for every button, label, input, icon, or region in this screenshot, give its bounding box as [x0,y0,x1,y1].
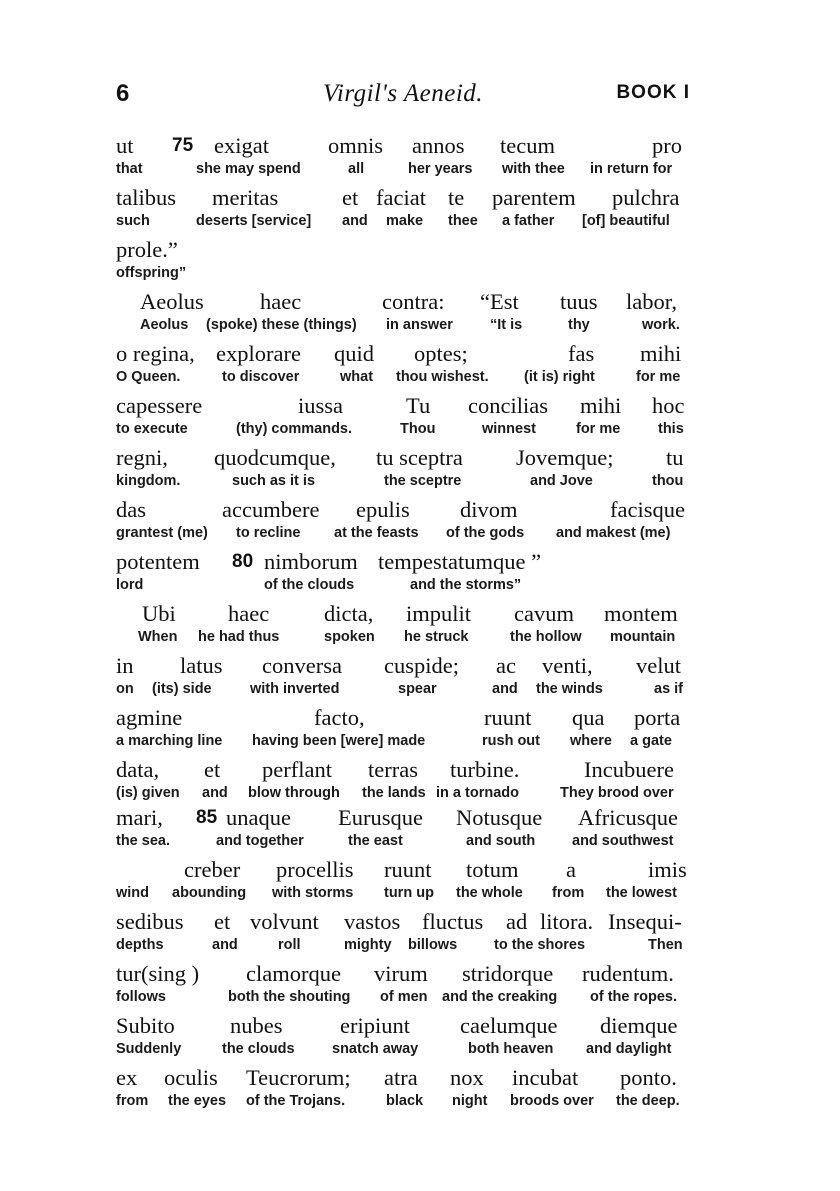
english-gloss: make [386,213,424,229]
latin-word: atra [384,1065,418,1090]
english-gloss: for me [576,421,621,437]
english-gloss: to recline [236,525,301,541]
verse-line [116,185,690,233]
latin-word: caelumque [460,1013,558,1038]
verse-line [116,237,690,285]
latin-word: iussa [298,393,343,418]
english-gloss: of the Trojans. [246,1093,346,1109]
english-gloss: black [386,1093,424,1109]
verse-line [116,909,690,957]
latin-word: volvunt [250,909,319,934]
english-gloss: thy [568,317,590,333]
english-gloss: follows [116,989,166,1005]
english-gloss: and Jove [530,473,593,489]
latin-word: quid [334,341,375,366]
english-gloss: rush out [482,733,540,749]
latin-word: conversa [262,653,342,678]
verse-line [116,133,690,181]
english-gloss: a father [502,213,555,229]
latin-word: Ubi [142,601,176,626]
english-gloss: work. [642,317,680,333]
english-gloss: lord [116,577,144,593]
latin-word: labor, [626,289,677,314]
english-gloss: of men [380,989,428,1005]
english-gloss: broods over [510,1093,594,1109]
english-gloss: of the clouds [264,577,355,593]
latin-word: et [204,757,221,782]
english-gloss: mountain [610,629,676,645]
latin-word: meritas [212,185,279,210]
english-gloss: thou [652,473,684,489]
latin-word: Jovemque; [516,445,614,470]
latin-word: tu sceptra [376,445,463,470]
verse-line [116,601,690,649]
english-gloss: spoken [324,629,375,645]
english-gloss: (its) side [152,681,212,697]
latin-word: tecum [500,133,555,158]
latin-word: Aeolus [140,289,204,314]
english-gloss: such as it is [232,473,316,489]
latin-word: Notusque [456,805,543,830]
english-gloss: snatch away [332,1041,419,1057]
verse-line [116,341,690,389]
latin-word: exigat [214,133,269,158]
latin-word: incubat [512,1065,579,1090]
latin-word: unaque [226,805,291,830]
verse-line [116,1065,690,1113]
english-gloss: both the shouting [228,989,351,1005]
english-gloss: winnest [482,421,536,437]
english-gloss: in return for [590,161,673,177]
latin-word: omnis [328,133,384,158]
english-gloss: roll [278,937,301,953]
latin-word: faciat [376,185,426,210]
english-gloss: (it is) right [524,369,595,385]
english-gloss: such [116,213,150,229]
line-number: 80 [232,551,254,572]
latin-word: diemque [600,1013,678,1038]
latin-word: totum [466,857,519,882]
english-gloss: and daylight [586,1041,672,1057]
latin-word: pulchra [612,185,680,210]
latin-word: latus [180,653,223,678]
english-gloss: he had thus [198,629,280,645]
english-gloss: a marching line [116,733,223,749]
latin-word: ruunt [484,705,532,730]
english-gloss: and south [466,833,536,849]
english-gloss: with inverted [250,681,340,697]
english-gloss: and [212,937,238,953]
latin-word: creber [184,857,241,882]
english-gloss: in answer [386,317,453,333]
english-gloss: of the gods [446,525,525,541]
english-gloss: (spoke) these (things) [206,317,357,333]
latin-word: vastos [344,909,401,934]
latin-word: stridorque [462,961,554,986]
latin-word: Subito [116,1013,175,1038]
latin-word: cavum [514,601,574,626]
latin-word: optes; [414,341,468,366]
latin-word: rudentum. [582,961,674,986]
latin-word: facto, [314,705,365,730]
english-gloss: to the shores [494,937,586,953]
verse-line [116,653,690,701]
english-gloss: the deep. [616,1093,680,1109]
english-gloss: thou wishest. [396,369,489,385]
english-gloss: of the ropes. [590,989,678,1005]
line-number: 85 [196,807,218,828]
english-gloss: having been [were] made [252,733,426,749]
latin-word: parentem [492,185,576,210]
verse-line [116,857,690,905]
latin-word: accumbere [222,497,320,522]
english-gloss: to discover [222,369,300,385]
english-gloss: in a tornado [436,785,519,801]
english-gloss: and [492,681,518,697]
latin-word: quodcumque, [214,445,336,470]
english-gloss: Aeolus [140,317,189,333]
english-gloss: both heaven [468,1041,554,1057]
english-gloss: her years [408,161,473,177]
english-gloss: abounding [172,885,247,901]
english-gloss: at the feasts [334,525,419,541]
verse-line [116,805,690,853]
english-gloss: the sea. [116,833,170,849]
latin-word: nox [450,1065,484,1090]
latin-word: epulis [356,497,410,522]
running-title: Virgil's Aeneid. [322,80,484,107]
english-gloss: the lands [362,785,426,801]
english-gloss: (thy) commands. [236,421,353,437]
line-number: 75 [172,135,194,156]
english-gloss: and [202,785,228,801]
latin-word: imis [648,857,687,882]
english-gloss: where [570,733,612,749]
latin-word: mari, [116,805,163,830]
latin-word: potentem [116,549,200,574]
latin-word: tu [666,445,684,470]
latin-word: concilias [468,393,548,418]
english-gloss: from [552,885,585,901]
latin-word: tuus [560,289,598,314]
latin-word: et [214,909,231,934]
latin-word: porta [634,705,681,730]
english-gloss: Then [648,937,683,953]
latin-word: das [116,497,146,522]
english-gloss: with thee [502,161,565,177]
latin-word: tempestatumque ” [378,549,542,574]
english-gloss: and together [216,833,304,849]
english-gloss: turn up [384,885,434,901]
english-gloss: They brood over [560,785,674,801]
english-gloss: O Queen. [116,369,181,385]
page-header [116,80,690,110]
latin-word: haec [228,601,270,626]
latin-word: prole.” [116,237,178,262]
latin-word: haec [260,289,302,314]
latin-word: clamorque [246,961,341,986]
latin-word: a [566,857,576,882]
latin-word: velut [636,653,681,678]
verse-line [116,961,690,1009]
english-gloss: to execute [116,421,188,437]
latin-word: ponto. [620,1065,677,1090]
verse-line [116,757,690,805]
latin-word: te [448,185,465,210]
english-gloss: mighty [344,937,392,953]
english-gloss: the winds [536,681,603,697]
latin-word: explorare [216,341,301,366]
verse-line [116,705,690,753]
latin-word: nimborum [264,549,358,574]
english-gloss: grantest (me) [116,525,208,541]
english-gloss: and [342,213,368,229]
page-number: 6 [116,80,130,107]
latin-word: et [342,185,359,210]
english-gloss: depths [116,937,164,953]
verse-line [116,289,690,337]
verse-line [116,497,690,545]
latin-word: ad [506,909,528,934]
latin-word: turbine. [450,757,520,782]
latin-word: eripiunt [340,1013,410,1038]
latin-word: ruunt [384,857,432,882]
english-gloss: Suddenly [116,1041,182,1057]
latin-word: in [116,653,134,678]
latin-word: ex [116,1065,138,1090]
latin-word: pro [652,133,682,158]
latin-word: mihi [580,393,622,418]
english-gloss: with storms [272,885,354,901]
verse-line [116,393,690,441]
latin-word: capessere [116,393,203,418]
english-gloss: and makest (me) [556,525,671,541]
english-gloss: as if [654,681,684,697]
latin-word: montem [604,601,678,626]
english-gloss: billows [408,937,458,953]
english-gloss: and the storms” [410,577,522,593]
english-gloss: spear [398,681,437,697]
english-gloss: the sceptre [384,473,462,489]
latin-word: sedibus [116,909,184,934]
english-gloss: the clouds [222,1041,295,1057]
latin-word: divom [460,497,518,522]
latin-word: oculis [164,1065,218,1090]
english-gloss: the eyes [168,1093,227,1109]
latin-word: Incubuere [584,757,674,782]
latin-word: ut [116,133,134,158]
latin-word: Eurusque [338,805,423,830]
english-gloss: what [340,369,374,385]
latin-word: o regina, [116,341,195,366]
english-gloss: “It is [490,317,523,333]
english-gloss: thee [448,213,478,229]
english-gloss: When [138,629,178,645]
latin-word: procellis [276,857,354,882]
english-gloss: deserts [service] [196,213,312,229]
latin-word: Teucrorum; [246,1065,351,1090]
latin-word: tur(sing ) [116,961,200,986]
latin-word: ac [496,653,516,678]
latin-word: agmine [116,705,183,730]
english-gloss: that [116,161,143,177]
latin-word: facisque [610,497,685,522]
latin-word: nubes [230,1013,283,1038]
english-gloss: kingdom. [116,473,181,489]
english-gloss: wind [116,885,150,901]
english-gloss: offspring” [116,265,187,281]
book-label: BOOK I [616,82,690,103]
latin-word: “Est [480,289,519,314]
english-gloss: (is) given [116,785,180,801]
latin-word: terras [368,757,418,782]
latin-word: virum [374,961,428,986]
latin-word: litora. [540,909,594,934]
latin-word: perflant [262,757,332,782]
english-gloss: and the creaking [442,989,558,1005]
english-gloss: the east [348,833,403,849]
latin-word: hoc [652,393,685,418]
latin-word: impulit [406,601,472,626]
english-gloss: Thou [400,421,436,437]
latin-word: Tu [406,393,431,418]
english-gloss: blow through [248,785,340,801]
verse-line [116,549,690,597]
latin-word: dicta, [324,601,374,626]
latin-word: fluctus [422,909,484,934]
english-gloss: and southwest [572,833,674,849]
english-gloss: the hollow [510,629,582,645]
verse-line [116,445,690,493]
latin-word: mihi [640,341,682,366]
latin-word: data, [116,757,160,782]
english-gloss: a gate [630,733,672,749]
verse-line [116,1013,690,1061]
latin-word: fas [568,341,595,366]
english-gloss: for me [636,369,681,385]
latin-word: qua [572,705,605,730]
english-gloss: night [452,1093,488,1109]
latin-word: Africusque [578,805,678,830]
latin-word: contra: [382,289,445,314]
english-gloss: from [116,1093,149,1109]
latin-word: venti, [542,653,593,678]
english-gloss: [of] beautiful [582,213,670,229]
latin-word: talibus [116,185,176,210]
english-gloss: on [116,681,134,697]
english-gloss: the whole [456,885,523,901]
latin-word: regni, [116,445,168,470]
english-gloss: he struck [404,629,469,645]
latin-word: cuspide; [384,653,459,678]
english-gloss: this [658,421,684,437]
latin-word: annos [412,133,465,158]
english-gloss: she may spend [196,161,301,177]
english-gloss: the lowest [606,885,677,901]
english-gloss: all [348,161,365,177]
latin-word: Insequi- [608,909,682,934]
